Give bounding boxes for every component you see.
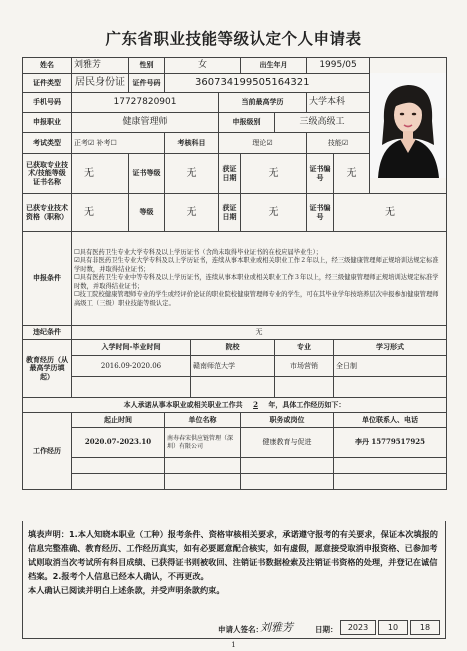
level-value: 三级高级工 — [275, 113, 370, 133]
penalty-label: 违纪条件 — [23, 326, 72, 340]
date-year: 2023 — [340, 620, 376, 635]
cert1-no-label: 证书编号 — [307, 154, 334, 194]
conditions-list — [72, 232, 447, 326]
date-day: 18 — [410, 620, 440, 635]
work-header-contact: 单位联系人、电话 — [334, 413, 447, 428]
commitment-line — [23, 398, 447, 413]
edu-header-time: 入学时间-毕业时间 — [72, 340, 191, 356]
photo-cell — [370, 58, 447, 194]
idno-label: 证件号码 — [129, 74, 165, 93]
edu-row-empty — [334, 377, 447, 398]
work-header-time: 起止时间 — [72, 413, 165, 428]
work-row-empty — [165, 474, 241, 490]
declaration-text — [28, 527, 442, 598]
cert1-date: 无 — [241, 154, 307, 194]
penalty-value: 无 — [72, 326, 447, 340]
work-label: 工作经历 — [23, 413, 72, 490]
cert1-level: 无 — [165, 154, 219, 194]
cert1-date-label: 获证日期 — [219, 154, 241, 194]
declaration-body: 填表声明：1.本人知晓本职业（工种）报考条件、资格审核相关要求，承诺遵守报考的有关要求，保证本次填报的信息完整准确、教育经历、工作经历真实，如有必要愿意配合核实，如有虚假，愿意接受取消申报资格、已参加考试则取消当次考试所有科目成绩、已获得证书则被收回、注销证书数据检索及注销证书资格的处理，并登记在诚信档案。2.报考个人信息已经本人确认，不再更改。 — [28, 529, 438, 582]
edu-header-major: 专业 — [275, 340, 334, 356]
cert2-name: 无 — [72, 194, 129, 232]
job-label: 申报职业 — [23, 113, 72, 133]
cert1-no: 无 — [334, 154, 370, 194]
phone-value: 17727820901 — [72, 93, 219, 113]
exam-options — [72, 133, 165, 154]
name-value: 刘雅芳 — [72, 58, 129, 74]
condition-item: ☐技工院校健康管理师专业的学生或经评价论证的职业院校健康管理师专业的学生，可在其毕业学年按培养层次申报参加健康管理师高级工（三级）职业技能等级认定。 — [74, 291, 439, 307]
edu-label: 当前最高学历 — [219, 93, 307, 113]
edu-row-empty — [72, 377, 191, 398]
work-row-empty — [334, 474, 447, 490]
idtype-label: 证件类型 — [23, 74, 72, 93]
subject-skill-checkbox[interactable]: 技能☑ — [307, 133, 370, 154]
gender-value: 女 — [165, 58, 241, 74]
birth-label: 出生年月 — [241, 58, 307, 74]
edu-row-empty — [191, 377, 275, 398]
work-row-empty — [334, 458, 447, 474]
date-label: 日期： — [315, 625, 338, 634]
signature-label: 申请人签名： — [218, 625, 263, 634]
work-row-empty — [72, 474, 165, 490]
edu-row-time: 2016.09-2020.06 — [72, 356, 191, 377]
exam-new-checkbox[interactable]: 正考☑ — [74, 138, 95, 147]
applicant-signature: 刘雅芳 — [260, 621, 293, 634]
edu-row-form: 全日制 — [334, 356, 447, 377]
cert2-label: 已获专业技术资格（职称） — [23, 194, 72, 232]
idno-value: 360734199505164321 — [165, 74, 370, 93]
cert2-no: 无 — [334, 194, 447, 232]
work-row-empty — [165, 458, 241, 474]
work-row-time: 2020.07-2023.10 — [72, 428, 165, 458]
exam-make-checkbox[interactable]: 补考☐ — [96, 138, 117, 147]
work-row-empty — [241, 474, 334, 490]
gender-label: 性别 — [129, 58, 165, 74]
edu-row-empty — [275, 377, 334, 398]
condition-item: ☐具有医药卫生专业中等专科及以上学历证书，连续从事本职业或相关职业工作３年以上，经三级健康管理师正规培训达规定标准学时数，并取得结业证书； — [74, 274, 439, 290]
work-header-company: 单位名称 — [165, 413, 241, 428]
page-number: 1 — [231, 641, 236, 649]
level-label: 申报级别 — [219, 113, 275, 133]
declaration-section — [22, 521, 446, 639]
applicant-photo — [370, 73, 446, 178]
condition-item: ☐具有医药卫生专业大学专科及以上学历证书（含尚未取得毕业证书的在校应届毕业生）； — [74, 248, 323, 256]
work-row-company: 南寿春宋供应链管理（深圳）有限公司 — [165, 428, 241, 458]
edu-header-school: 院校 — [191, 340, 275, 356]
idtype-value: 居民身份证 — [72, 74, 129, 93]
edu-row-school: 赣南师范大学 — [191, 356, 275, 377]
subject-theory-checkbox[interactable]: 理论☑ — [219, 133, 307, 154]
edu-row-major: 市场营销 — [275, 356, 334, 377]
phone-label: 手机号码 — [23, 93, 72, 113]
declaration-confirm: 本人确认已阅读并明白上述条款，并受声明条款约束。 — [28, 585, 225, 596]
portrait-image — [370, 73, 447, 178]
cert2-date-label: 获证日期 — [219, 194, 241, 232]
cert2-no-label: 证书编号 — [307, 194, 334, 232]
conditions-label: 申报条件 — [23, 232, 72, 326]
work-row-empty — [72, 458, 165, 474]
name-label: 姓名 — [23, 58, 72, 74]
commitment-years: 2 — [253, 399, 258, 409]
subject-label: 考核科目 — [165, 133, 219, 154]
edu-header-form: 学习形式 — [334, 340, 447, 356]
birth-value: 1995/05 — [307, 58, 370, 74]
cert2-date: 无 — [241, 194, 307, 232]
work-row-post: 健康教育与促进 — [241, 428, 334, 458]
cert2-level-label: 等级 — [129, 194, 165, 232]
condition-item: ☑具有非医药卫生专业大学专科及以上学历证书，连续从事本职业或相关职业工作２年以上，经三级健康管理师正规培训达规定标准学时数，并取得结业证书； — [74, 257, 439, 273]
date-month: 10 — [378, 620, 408, 635]
work-row-contact: 李丹 15779517925 — [334, 428, 447, 458]
cert1-name: 无 — [72, 154, 129, 194]
cert2-level: 无 — [165, 194, 219, 232]
education-label: 教育经历（从最高学历填起） — [23, 340, 72, 398]
edu-value: 大学本科 — [307, 93, 370, 113]
exam-label: 考试类型 — [23, 133, 72, 154]
work-header-post: 职务或岗位 — [241, 413, 334, 428]
cert1-label: 已获取专业技术/技能等级证书名称 — [23, 154, 72, 194]
form-title: 广东省职业技能等级认定个人申请表 — [105, 30, 362, 48]
commitment-suffix: 年，具体工作经历如下： — [268, 399, 346, 409]
commitment-prefix: 本人承诺从事本职业或相关职业工作共 — [123, 399, 243, 409]
cert1-level-label: 证书等级 — [129, 154, 165, 194]
work-row-empty — [241, 458, 334, 474]
application-table — [22, 57, 447, 490]
job-value: 健康管理师 — [72, 113, 219, 133]
